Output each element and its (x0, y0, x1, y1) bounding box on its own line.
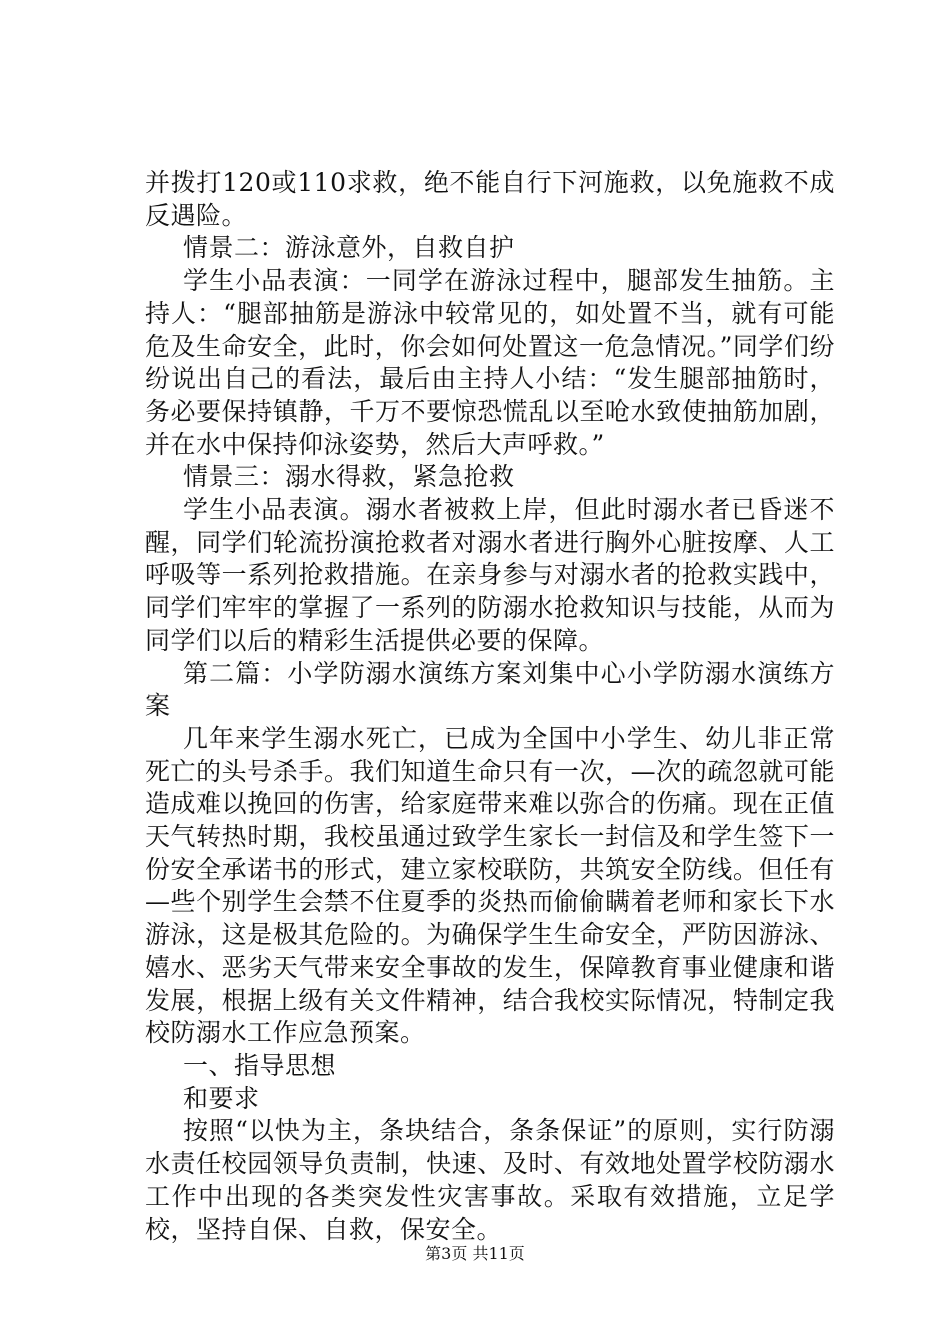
section-two-title: 第二篇：小学防溺水演练方案刘集中心小学防溺水演练方案 (145, 658, 835, 721)
guiding-thought-heading: 一、指导思想 (183, 1050, 337, 1080)
intro-paragraph: 几年来学生溺水死亡，已成为全国中小学生、幼儿非正常死亡的头号杀手。我们知道生命只有一次，—次的疏忽就可能造成难以挽回的伤害，给家庭带来难以弥合的伤痛。现在正值天气转热时期，我校虽通过致学生家长一封信及和学生签下一份安全承诺书的形式，建立家校联防，共筑安全防线。但任有—些个别学生会禁不住夏季的炎热而偷偷瞒着老师和家长下水游泳，这是极其危险的。为确保学生生命安全，严防因游泳、嬉水、恶劣天气带来安全事故的发生，保障教育事业健康和谐发展，根据上级有关文件精神，结合我校实际情况，特制定我校防溺水工作应急预案。 (145, 723, 835, 1048)
page-number-footer: 第3页 共11页 (425, 1244, 525, 1263)
paragraph-continuation: 并拨打120或110求救，绝不能自行下河施救，以免施救不成反遇险。 (145, 168, 835, 230)
scene-two-body: 学生小品表演：一同学在游泳过程中，腿部发生抽筋。主持人：“腿部抽筋是游泳中较常见的，如处置不当，就有可能危及生命安全，此时，你会如何处置这一危急情况。”同学们纷纷说出自己的看法，最后由主持人小结：“发生腿部抽筋时，务必要保持镇静，千万不要惊恐慌乱以至呛水致使抽筋加剧，并在水中保持仰泳姿势，然后大声呼救。” (145, 266, 835, 459)
document-body (145, 167, 835, 1246)
scene-two-heading: 情景二：游泳意外，自救自护 (183, 233, 515, 263)
scene-three-heading: 情景三：溺水得救，紧急抢救 (183, 462, 515, 492)
scene-three-body: 学生小品表演。溺水者被救上岸，但此时溺水者已昏迷不醒，同学们轮流扮演抢救者对溺水者进行胸外心脏按摩、人工呼吸等一系列抢救措施。在亲身参与对溺水者的抢救实践中，同学们牢牢的掌握了一系列的防溺水抢救知识与技能，从而为同学们以后的精彩生活提供必要的保障。 (145, 495, 835, 655)
requirements-heading: 和要求 (183, 1083, 260, 1113)
principles-paragraph: 按照“以快为主，条块结合，条条保证”的原则，实行防溺水责任校园领导负责制，快速、及时、有效地处置学校防溺水工作中出现的各类突发性灾害事故。采取有效措施，立足学校，坚持自保、自救，保安全。 (145, 1116, 835, 1244)
